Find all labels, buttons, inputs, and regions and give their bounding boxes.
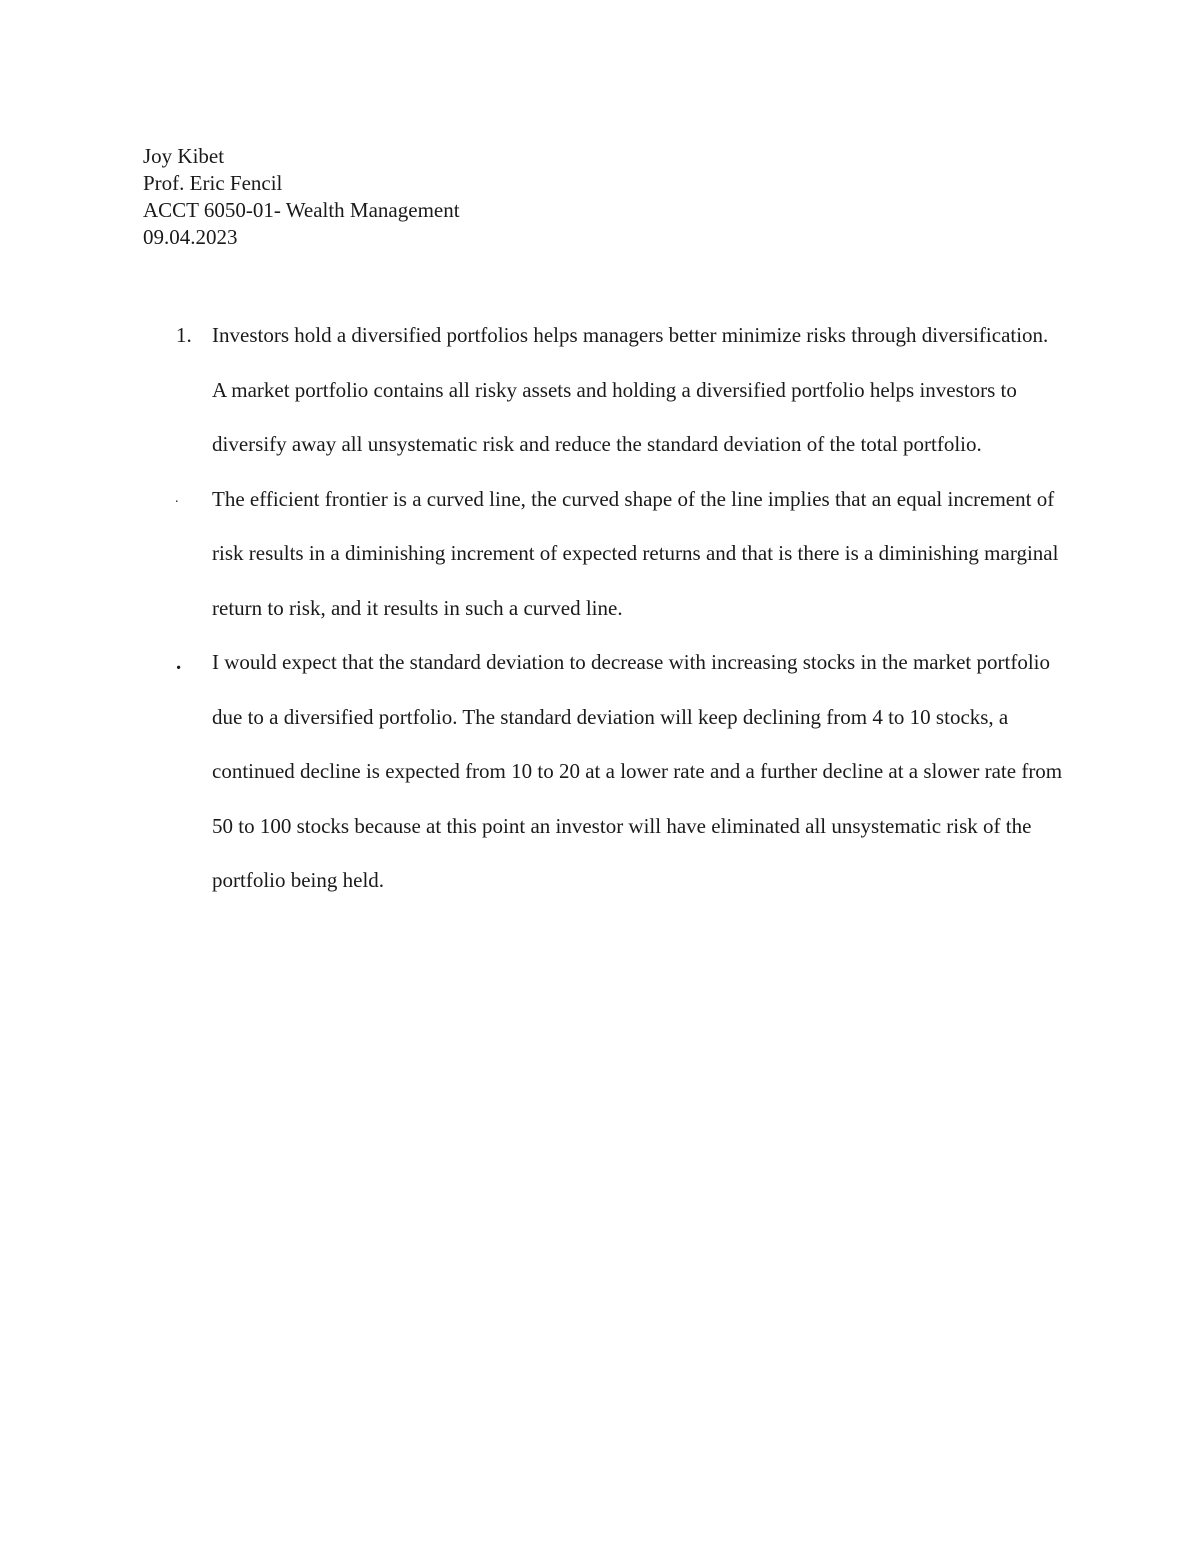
answer-text: Investors hold a diversified portfolios helps managers better minimize risks through diversification. A market portfolio contains all risky assets and holding a diversified portfolio helps investors to diversify away all unsystematic risk and reduce the standard deviation of the total portfolio. (212, 323, 1049, 456)
course-title: ACCT 6050-01- Wealth Management (143, 198, 460, 222)
answer-text: I would expect that the standard deviation to decrease with increasing stocks in the market portfolio due to a diversified portfolio. The standard deviation will keep declining from 4 to 10 stocks, a continued decline is expected from 10 to 20 at a lower rate and a further decline at a slower rate from 50 to 100 stocks because at this point an investor will have eliminated all unsystematic risk of the portfolio being held. (212, 650, 1063, 892)
list-marker: 1. (176, 323, 192, 347)
list-marker: . (175, 490, 179, 506)
author-name: Joy Kibet (143, 144, 225, 168)
document-header (143, 143, 460, 251)
document-date: 09.04.2023 (143, 225, 238, 249)
answer-item-2 (143, 472, 1063, 636)
professor-name: Prof. Eric Fencil (143, 171, 283, 195)
answer-text: The efficient frontier is a curved line, the curved shape of the line implies that an equal increment of risk results in a diminishing increment of expected returns and that is there is a diminishing marginal return to risk, and it results in such a curved line. (212, 486, 1059, 620)
answer-item-3 (143, 635, 1063, 908)
answer-list (143, 308, 1063, 908)
list-marker: . (176, 650, 182, 674)
answer-item-1 (143, 308, 1063, 472)
